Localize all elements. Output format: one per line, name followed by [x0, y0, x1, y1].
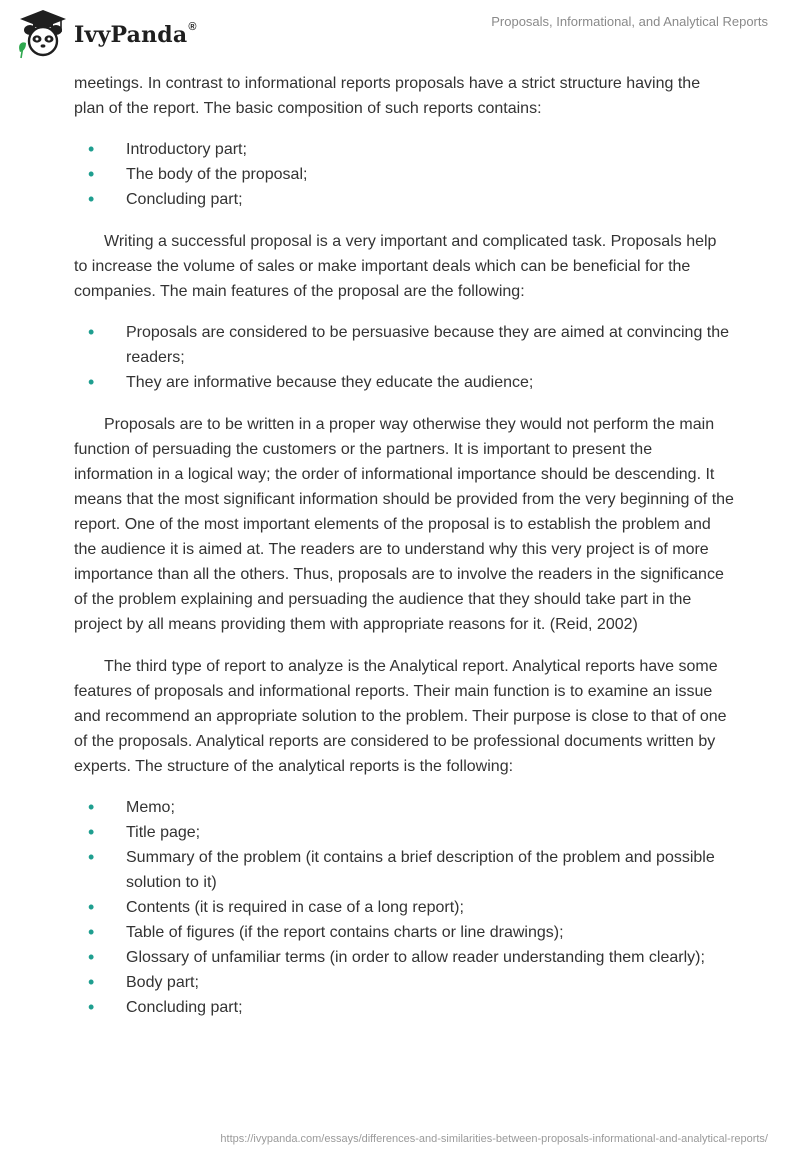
paragraph-proposal-task: Writing a successful proposal is a very important and complicated task. Proposals help to increase the volume of sales or make important deals which can be beneficial for the companies. The main features of the proposal are the following: [74, 233, 717, 300]
list-item: • Introductory part; [74, 137, 734, 162]
list-item: • The body of the proposal; [74, 162, 734, 187]
list-item: • Contents (it is required in case of a long report); [74, 895, 734, 920]
list-item: • Concluding part; [74, 995, 734, 1020]
registered-mark: ® [188, 20, 197, 33]
list-item: • Proposals are considered to be persuasive because they are aimed at convincing the readers; [74, 320, 734, 370]
list-item: • Glossary of unfamiliar terms (in order to allow reader understanding them clearly); [74, 945, 734, 970]
bullet-list-composition [74, 137, 734, 212]
brand-name: IvyPanda® [74, 20, 197, 48]
source-url[interactable]: https://ivypanda.com/essays/differences-and-similarities-between-proposals-informational-and-analytical-reports/ [220, 1133, 768, 1145]
list-item: • Summary of the problem (it contains a brief description of the problem and possible solution to it) [74, 845, 734, 895]
panda-graduate-icon [14, 8, 72, 60]
list-item: • They are informative because they educate the audience; [74, 370, 734, 395]
list-item: • Concluding part; [74, 187, 734, 212]
paragraph-proposal-writing: Proposals are to be written in a proper way otherwise they would not perform the main function of persuading the customers or the partners. It is important to present the information in a logical way; the order of informational importance should be descending. It means that the most significant information should be provided from the very beginning of the report. One of the most important elements of the proposal is to establish the problem and the audience it is aimed at. The readers are to understand why this very project is of more importance than all the others. Thus, proposals are to involve the readers in the significance of the problem explaining and persuading the audience that they should take part in the project by all means providing them with appropriate reasons for it. (Reid, 2002) [74, 416, 734, 633]
paragraph-intro: meetings. In contrast to informational reports proposals have a strict structure having the plan of the report. The basic composition of such reports contains: [74, 75, 701, 117]
page-header [0, 0, 800, 70]
list-item: • Table of figures (if the report contains charts or line drawings); [74, 920, 734, 945]
essay-body [74, 71, 734, 1020]
bullet-list-features [74, 320, 734, 395]
brand-logo[interactable] [14, 8, 197, 60]
list-item: • Memo; [74, 795, 734, 820]
list-item: • Title page; [74, 820, 734, 845]
document-title: Proposals, Informational, and Analytical Reports [491, 14, 768, 29]
bullet-list-structure [74, 795, 734, 1020]
list-item: • Body part; [74, 970, 734, 995]
paragraph-analytical-report: The third type of report to analyze is the Analytical report. Analytical reports have some features of proposals and informational reports. Their main function is to examine an issue and recommend an appropriate solution to the problem. Their purpose is close to that of one of the proposals. Analytical reports are considered to be professional documents written by experts. The structure of the analytical reports is the following: [74, 658, 727, 775]
